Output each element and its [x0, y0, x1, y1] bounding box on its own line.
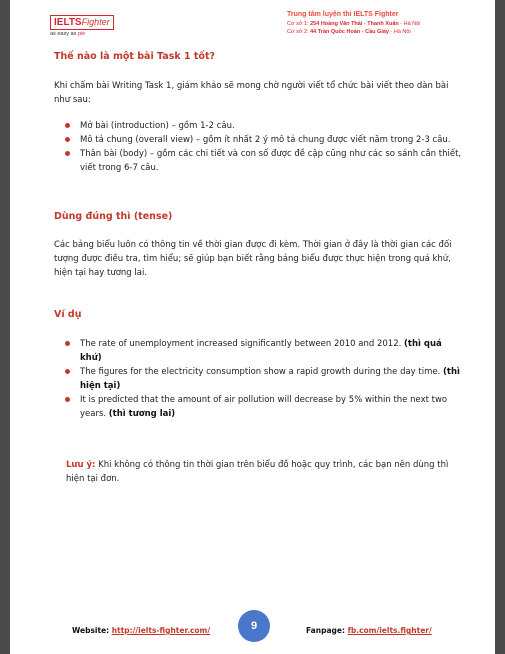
bullet-icon	[65, 151, 70, 156]
ielts-fighter-logo	[50, 10, 114, 37]
branch-2-prefix: Cơ sở 2:	[287, 29, 311, 35]
tense-label: (thì quá khứ)	[80, 339, 442, 363]
list-item	[54, 365, 464, 393]
footer-website	[72, 626, 210, 635]
center-name: Trung tâm luyện thi IELTS Fighter	[287, 11, 399, 18]
note-label: Lưu ý:	[66, 460, 96, 470]
example-list	[54, 337, 464, 421]
tense-paragraph: Các bảng biểu luôn có thông tin về thời gian được đi kèm. Thời gian ở đây là thời gian các đối tượng được điều tra, tìm hiểu; sẽ giúp bạn biết rằng bảng biểu được thực hiện trong quá khứ, hiện tại hay tương lai.	[54, 240, 452, 278]
bullet-icon	[65, 397, 70, 402]
list-item-text: Mở bài (introduction) – gồm 1-2 câu.	[80, 121, 235, 131]
logo-mark	[50, 15, 114, 30]
website-label: Website:	[72, 626, 112, 635]
branch-1-city: - Hà Nội	[398, 21, 421, 27]
list-item-text: Mô tả chung (overall view) – gồm ít nhất 2 ý mô tả chung được viết năm trong 2-3 câu.	[80, 135, 451, 145]
section-title-example: Ví dụ	[54, 309, 82, 320]
branch-2-city: - Hà Nội	[388, 29, 411, 35]
logo-tagline-prefix: as easy as	[50, 31, 78, 37]
logo-tagline	[50, 31, 114, 37]
list-item	[54, 119, 464, 133]
fanpage-label: Fanpage:	[306, 626, 348, 635]
list-item	[54, 393, 464, 421]
branch-2	[287, 28, 420, 36]
branch-1	[287, 20, 420, 28]
fanpage-link[interactable]: fb.com/ielts.fighter/	[347, 626, 432, 635]
page-number-badge: 9	[238, 610, 270, 642]
footer-fanpage	[306, 626, 432, 635]
list-item	[54, 147, 464, 175]
tense-label: (thì tương lai)	[108, 409, 176, 419]
section-title-task1: Thế nào là một bài Task 1 tốt?	[54, 51, 216, 62]
bullet-icon	[65, 369, 70, 374]
logo-tagline-pie: pie	[77, 31, 86, 37]
bullet-icon	[65, 123, 70, 128]
bullet-icon	[65, 341, 70, 346]
example-text: The figures for the electricity consumption show a rapid growth during the day time.	[80, 367, 444, 377]
example-text: It is predicted that the amount of air pollution will decrease by 5% within the next two years.	[80, 395, 448, 419]
branch-1-prefix: Cơ sở 1:	[287, 21, 311, 27]
list-item	[54, 133, 464, 147]
branch-1-address: 254 Hoàng Văn Thái - Thanh Xuân	[310, 21, 399, 27]
branch-2-address: 44 Trần Quốc Hoàn - Cầu Giấy	[310, 29, 389, 35]
bullet-icon	[65, 137, 70, 142]
document-page	[10, 0, 495, 654]
section-intro: Khi chấm bài Writing Task 1, giám khảo sẽ mong chờ người viết tổ chức bài viết theo dàn bài như sau:	[54, 81, 449, 105]
example-text: The rate of unemployment increased significantly between 2010 and 2012.	[80, 339, 405, 349]
logo-fighter-text: Fighter	[81, 17, 110, 27]
outline-list	[54, 119, 464, 175]
note-text: Khi không có thông tin thời gian trên biểu đồ hoặc quy trình, các bạn nên dùng thì hiện tại đơn.	[66, 460, 449, 484]
list-item-text: Thân bài (body) – gồm các chi tiết và con số được đề cập cũng như các so sánh cần thiết, viết trong 6-7 câu.	[80, 149, 462, 173]
header-contact	[287, 10, 420, 36]
logo-text: IELTS	[54, 17, 82, 28]
section-title-tense: Dùng đúng thì (tense)	[54, 211, 173, 222]
tense-label: (thì hiện tại)	[80, 367, 460, 391]
website-link[interactable]: http://ielts-fighter.com/	[111, 626, 211, 635]
list-item	[54, 337, 464, 365]
note-paragraph	[66, 458, 451, 486]
